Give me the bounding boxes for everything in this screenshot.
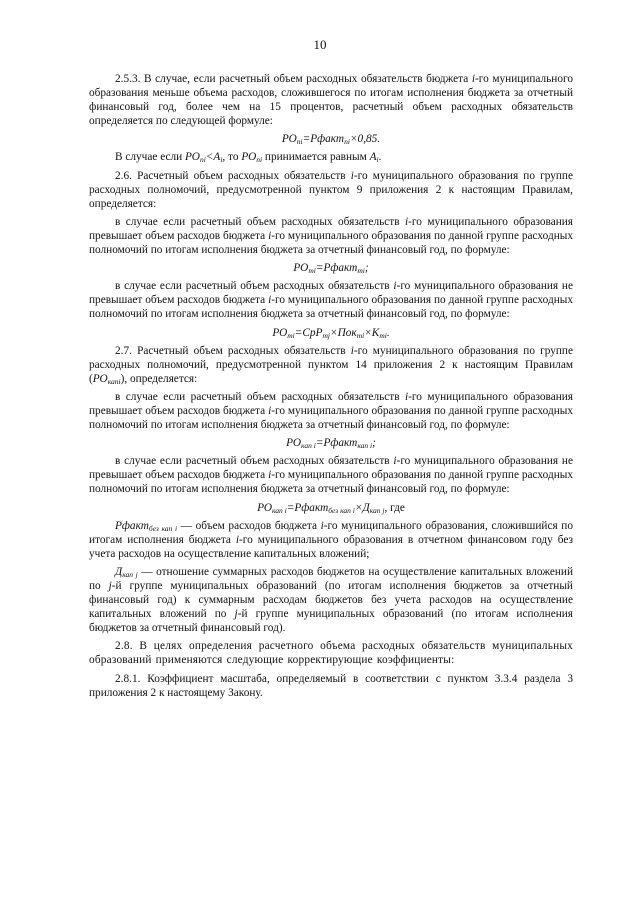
text: в случае если расчетный объем расходных обязательств [115,280,394,293]
text: -го муниципального образования не превышает объем расходов бюджета [89,280,573,307]
var-i: i [268,404,272,417]
formula-subscript: без кап i [148,523,178,533]
formula-4 [89,436,573,450]
var-i: i [320,519,324,532]
text: -го муниципального образования меньше объема расходов, сложившегося по итогам исполнения бюджета за отчетный финансовый год, более чем на 15 процентов, расчетный объем расходных обязательств определяется по следующей формуле: [89,73,573,128]
var-i: i [268,469,272,482]
text: -го муниципального образования по группе расходных полномочий, предусмотренной пунктом 14 приложения 2 к настоящим Правилам ( [89,344,573,385]
formula-symbol: Рфакт [115,519,149,532]
formula-symbol: РО [185,151,200,164]
formula-symbol: Д [115,565,123,578]
paragraph-2-6 [89,169,573,211]
var-i: i [393,455,397,468]
text: 2.6. Расчетный объем расходных обязательств [115,169,351,182]
paragraph-2-5-3 [89,72,573,128]
text: 2.5.3. В случае, если расчетный объем расходных обязательств бюджета [115,73,472,85]
text: принимается равным [262,151,370,164]
formula-symbol: ×0,85. [349,133,381,146]
formula-symbol: ×Пок [329,326,357,339]
text: ), определяется: [120,372,198,385]
text: -го муниципального образования превышает объем расходов бюджета [89,390,573,417]
var-i: i [393,280,397,293]
formula-symbol: . [386,326,390,339]
formula-2 [89,261,573,275]
text: -го муниципального образования по группе расходных полномочий, предусмотренной пунктом 9 приложения 2 к настоящим Правилам, определяется: [89,169,573,210]
formula-1 [89,132,573,146]
paragraph-2-6-case-a [89,215,573,257]
text: В случае если [115,151,186,164]
text: -й группе муниципальных образований (по итогам исполнения бюджетов за отчетный финансовый год). [89,608,573,635]
formula-subscript: кап i [271,505,287,515]
text: -го муниципального образования не превышает объем расходов бюджета [89,455,573,482]
definition-dkap [89,565,573,635]
condition-paragraph [89,150,573,164]
formula-symbol: =Рфакт [302,133,345,146]
formula-subscript: mi [356,330,365,340]
var-i: i [404,390,409,403]
formula-subscript: mj [322,330,330,340]
text: , то [222,151,242,164]
formula-subscript: без кап i [328,505,355,515]
formula-symbol: РО [257,501,272,514]
formula-subscript: кап j [369,505,385,515]
formula-3 [89,326,573,340]
var-i: i [268,294,272,307]
var-i: i [471,73,475,85]
formula-subscript: ni [344,137,350,147]
paragraph-2-7-case-b [89,454,573,496]
text: в случае если расчетный объем расходных обязательств [115,390,405,403]
text: -й группе муниципальных образований (по итогам исполнения бюджетов за отчетный финансовый год) к суммарным расходам бюджетов без учета расходов на осуществление капитальных вложений по [89,580,573,621]
formula-symbol: =Рфакт [315,262,358,275]
text: . [378,151,382,164]
var-j: j [234,608,238,621]
paragraph-2-6-case-b [89,279,573,321]
text: в случае если расчетный объем расходных обязательств [115,215,405,228]
formula-symbol: =Рфакт [286,501,329,514]
text: -го муниципального образования по данной группе расходных полномочий по итогам исполнения бюджета за отчетный финансовый год, по формуле: [89,229,573,257]
text: 2.7. Расчетный объем расходных обязательств [115,344,351,357]
formula-subscript: i [220,155,223,165]
formula-tail: , где [384,501,405,514]
var-i: i [235,533,240,546]
page-number: 10 [313,37,327,52]
text: в случае если расчетный объем расходных обязательств [115,455,394,468]
formula-symbol: РО [92,372,108,385]
formula-symbol: =СрР [294,326,323,339]
var-i: i [350,169,354,182]
formula-symbol: РО [281,133,297,146]
formula-subscript: mi [287,330,295,340]
formula-symbol: =Рфакт [315,437,358,450]
formula-subscript: ni [199,155,206,165]
formula-symbol: <А [205,151,221,164]
definition-rfakt [89,519,573,561]
text: -го муниципального образования по данной группе расходных полномочий по итогам исполнения бюджета за отчетный финансовый год, по формуле: [89,404,573,432]
text: -го муниципального образования превышает объем расходов бюджета [89,215,573,242]
var-i: i [404,215,409,228]
paragraph-2-8: 2.8. В целях определения расчетного объема расходных обязательств муниципальных образований применяются следующие корректирующие коэффициенты: [89,640,573,667]
paragraph-2-7-case-a [89,390,573,432]
formula-symbol: РО [272,326,288,339]
formula-subscript: кап i [357,441,373,451]
formula-subscript: капi [107,376,121,386]
formula-subscript: mi [379,330,387,340]
formula-symbol: РО [286,437,302,450]
var-j: j [108,580,112,592]
var-i: i [350,344,354,357]
formula-symbol: ; [372,437,376,450]
formula-5 [89,501,573,515]
text: — объем расходов бюджета [177,519,321,532]
formula-symbol: ×Д [354,501,370,514]
formula-subscript: кап j [122,569,138,579]
text: -го муниципального образования по данной группе расходных полномочий по итогам исполнения бюджета за отчетный финансовый год, по формуле: [89,294,573,321]
formula-symbol: А [369,151,377,164]
text: -го муниципального образования в отчетном финансовом году без учета расходов на осуществление капитальных вложений; [89,533,573,560]
text: -го муниципального образования, сложившийся по итогам исполнения бюджета [89,519,573,546]
paragraph-2-7 [89,344,573,386]
formula-symbol: ; [364,262,369,275]
paragraph-2-8-1: 2.8.1. Коэффициент масштаба, определяемый в соответствии с пунктом 3.3.4 раздела 3 приложения 2 к настоящему Закону. [89,672,573,699]
formula-subscript: mi [308,266,316,276]
formula-subscript: ni [256,155,263,165]
formula-subscript: mi [357,266,365,276]
page-content [89,72,573,704]
formula-symbol: ×К [364,326,380,339]
formula-subscript: кап i [301,441,316,451]
var-i: i [268,229,272,242]
formula-subscript: ni [296,137,303,147]
formula-symbol: РО [241,151,257,164]
text: -го муниципального образования по данной группе расходных полномочий по итогам исполнения бюджета за отчетный финансовый год, по формуле: [89,469,573,496]
formula-symbol: РО [293,262,309,275]
text: — отношение суммарных расходов бюджетов на осуществление капитальных вложений по [89,565,574,592]
formula-subscript: i [376,155,379,165]
